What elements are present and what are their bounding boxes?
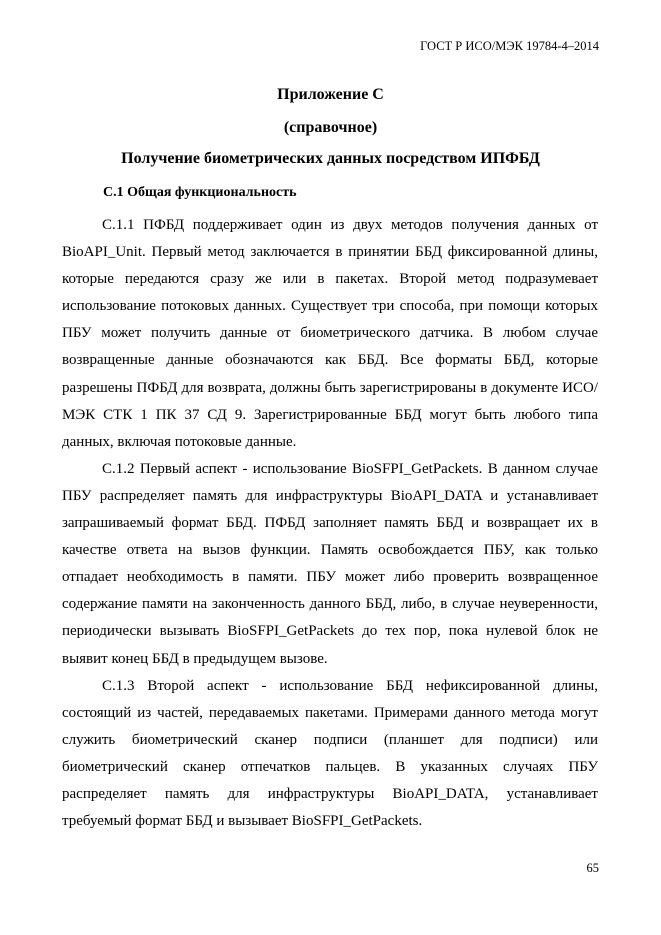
section-title: С.1 Общая функциональность [103, 185, 297, 200]
annex-status: (справочное) [283, 119, 378, 136]
body-text [62, 212, 598, 835]
paragraph: С.1.1 ПФБД поддерживает один из двух методов получения данных от BioAPI_Unit. Первый метод заключается в принятии ББД фиксированной длины, которые передаются сразу же или в пакетах. Второй метод подразумевает использование потоковых данных. Существует три способа, при помощи которых ПБУ может получить данные от биометрического датчика. В любом случае возвращенные данные обозначаются как ББД. Все форматы ББД, которые разрешены ПФБД для возврата, должны быть зарегистрированы в документе ИСО/МЭК СТК 1 ПК 37 СД 9. Зарегистрированные ББД могут быть любого типа данных, включая потоковые данные. [62, 217, 598, 450]
paragraph: С.1.2 Первый аспект - использование BioSFPI_GetPackets. В данном случае ПБУ распределяет память для инфраструктуры BioAPI_DATA и устанавливает запрашиваемый формат ББД. ПФБД заполняет память ББД и возвращает их в качестве ответа на вызов функции. Память освобождается ПБУ, как только отпадает необходимость в памяти. ПБУ может либо проверить возвращенное содержание памяти на законченность данного ББД, либо, в случае неуверенности, периодически вызывать BioSFPI_GetPackets до тех пор, пока нулевой блок не выявит конец ББД в предыдущем вызове. [62, 460, 598, 667]
paragraph: С.1.3 Второй аспект - использование ББД нефиксированной длины, состоящий из частей, передаваемых пакетами. Примерами данного метода могут служить биометрический сканер подписи (планшет для подписи) или биометрический сканер отпечатков пальцев. В указанных случаях ПБУ распределяет память для инфраструктуры BioAPI_DATA, устанавливает требуемый формат ББД и вызывает BioSFPI_GetPackets. [62, 677, 598, 830]
page-number: 65 [586, 861, 599, 875]
standard-header: ГОСТ Р ИСО/МЭК 19784-4–2014 [420, 39, 599, 53]
annex-title: Приложение С [277, 86, 384, 103]
annex-heading: Получение биометрических данных посредством ИПФБД [121, 150, 540, 167]
